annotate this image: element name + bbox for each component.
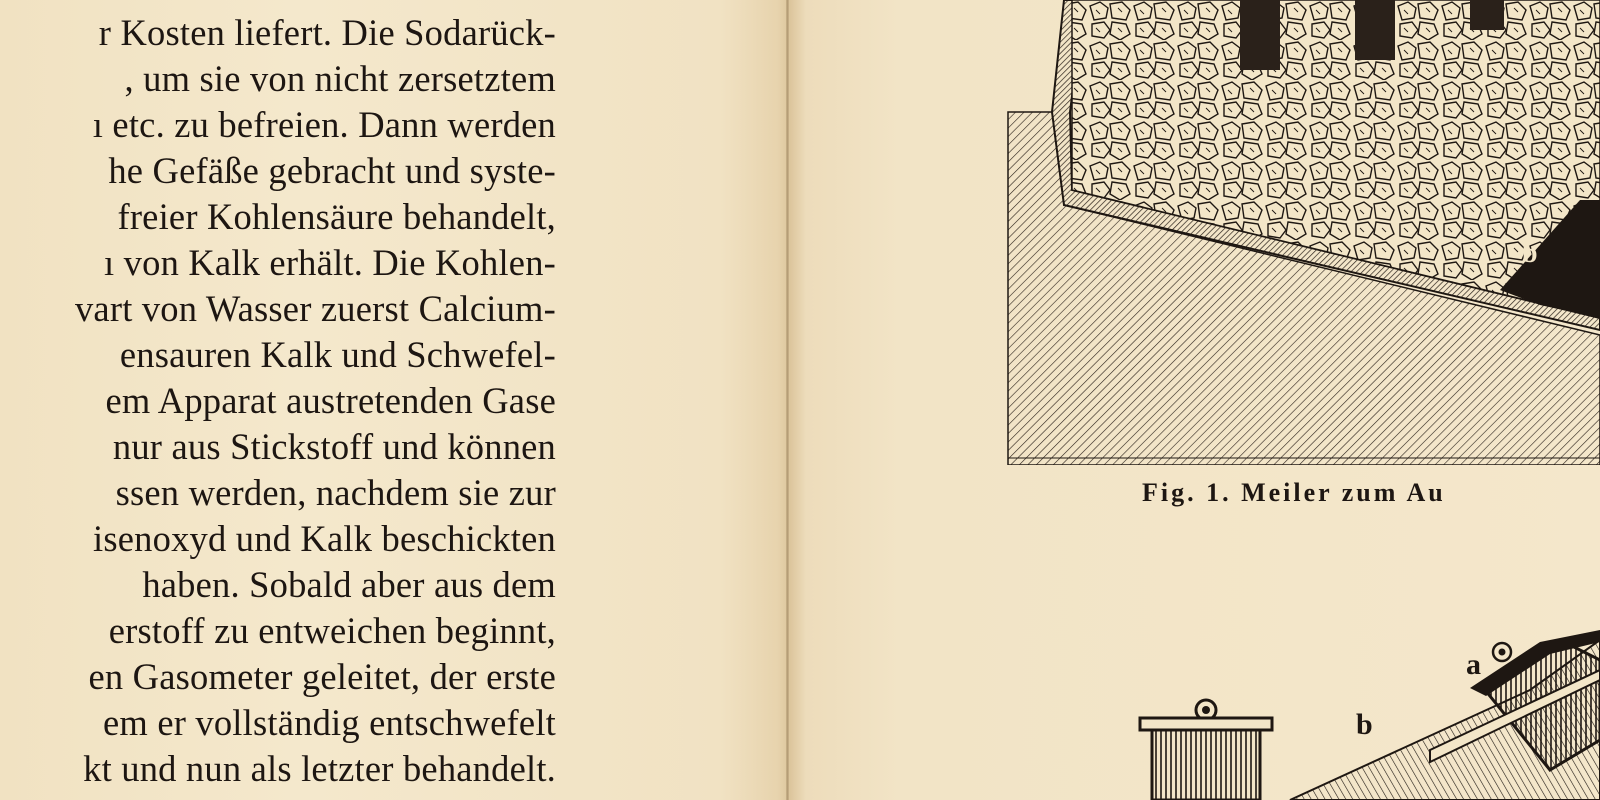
figure-1-label-b: b	[1522, 238, 1538, 269]
text-line: ı von Kalk erhält. Die Kohlen-	[104, 242, 556, 283]
text-line: em er vollständig entschwefelt	[103, 702, 556, 743]
figure-2-label-b: b	[1356, 708, 1373, 741]
kiln-drawing	[1000, 0, 1600, 465]
apparatus-drawing	[1130, 630, 1600, 800]
text-line: freier Kohlensäure behandelt,	[117, 196, 556, 237]
text-line: vart von Wasser zuerst Calcium-	[74, 288, 556, 329]
text-line: he Gefäße gebracht und syste-	[108, 150, 556, 191]
text-line: haben. Sobald aber aus dem	[142, 564, 556, 605]
text-line: ssen werden, nachdem sie zur	[115, 472, 556, 513]
text-line: isenoxyd und Kalk beschickten	[93, 518, 556, 559]
page-fold	[786, 0, 789, 800]
figure-1-caption: Fig. 1. Meiler zum Au	[1142, 478, 1446, 507]
text-line: r Kosten liefert. Die Sodarück-	[98, 12, 556, 53]
figure-2-label-a: a	[1466, 648, 1481, 681]
text-line: nur aus Stickstoff und können	[112, 426, 556, 467]
text-line: en Gasometer geleitet, der erste	[88, 656, 556, 697]
text-line: , um sie von nicht zersetztem	[124, 58, 556, 99]
text-line: ı etc. zu befreien. Dann werden	[92, 104, 556, 145]
text-line: ensauren Kalk und Schwefel-	[119, 334, 556, 375]
left-page-text	[0, 10, 560, 800]
figure-1-kiln-illustration	[1000, 0, 1600, 465]
text-line: erstoff zu entweichen beginnt,	[108, 610, 556, 651]
figure-2-apparatus-illustration	[1130, 630, 1600, 800]
text-line: em Apparat austretenden Gase	[105, 380, 556, 421]
text-line: kt und nun als letzter behandelt.	[83, 748, 556, 789]
